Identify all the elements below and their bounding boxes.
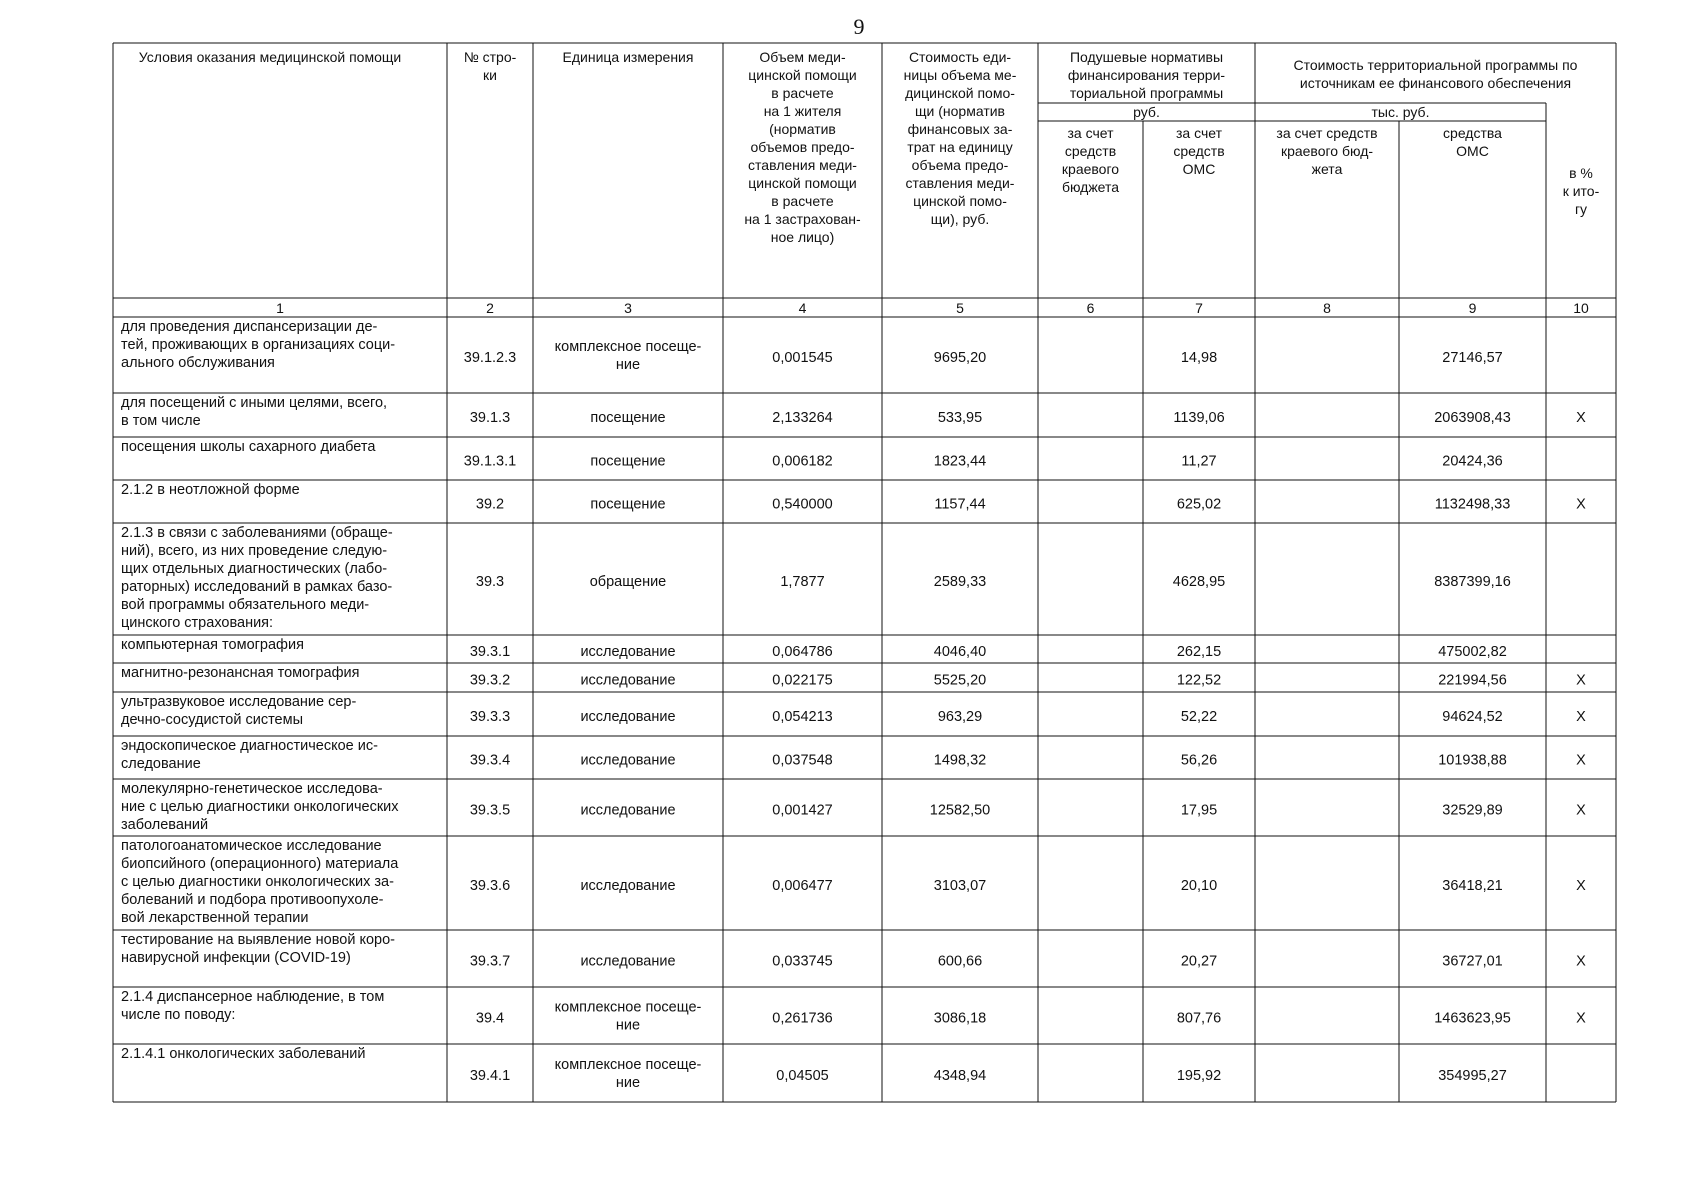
header-row-number: № стро-ки <box>463 49 517 83</box>
row-cost-oms: 27146,57 <box>1442 350 1503 366</box>
row-volume: 2,133264 <box>772 410 833 426</box>
row-no: 39.3 <box>475 574 505 590</box>
row-cost: 2589,33 <box>933 574 987 590</box>
row-pc-oms: 195,92 <box>1176 1068 1222 1084</box>
row-cost-oms: 32529,89 <box>1442 802 1503 819</box>
row-volume: 0,022175 <box>772 672 833 689</box>
row-volume: 0,006182 <box>772 453 833 470</box>
row-label: ультразвуковое исследование сер-дечно-сосудистой системы <box>121 694 357 728</box>
row-volume: 0,037548 <box>772 752 833 769</box>
row-cost: 533,95 <box>937 410 983 426</box>
row-pct: X <box>1576 752 1586 769</box>
row-pc-oms: 4628,95 <box>1172 574 1226 590</box>
column-number: 3 <box>624 300 632 316</box>
row-volume: 1,7877 <box>780 574 825 590</box>
row-unit: комплексное посеще-ние <box>554 999 702 1034</box>
row-pct: X <box>1576 410 1586 426</box>
row-cost: 3103,07 <box>933 878 987 894</box>
row-pc-oms: 14,98 <box>1180 350 1218 366</box>
row-unit: исследование <box>580 752 676 769</box>
row-no: 39.1.3.1 <box>463 453 517 470</box>
row-cost-oms: 36727,01 <box>1442 953 1503 970</box>
row-label: 2.1.3 в связи с заболеваниями (обраще-ний), всего, из них проведение следую-щих отдельных диагностических (лабо-раторных) исследований в рамках базо-вой программы обязательного меди-цинского страхования: <box>121 525 393 631</box>
row-cost-oms: 20424,36 <box>1442 453 1503 470</box>
row-label: посещения школы сахарного диабета <box>121 439 376 455</box>
row-pc-oms: 807,76 <box>1176 1010 1222 1027</box>
row-no: 39.2 <box>475 496 505 513</box>
header-unit-cost: Стоимость еди-ницы объема ме-дицинской помо-щи (норматив финансовых за-трат на единицу объема предо-ставления меди-цинской помо-щи), руб. <box>903 49 1017 227</box>
row-pc-oms: 122,52 <box>1176 672 1222 689</box>
row-pc-oms: 52,22 <box>1180 709 1218 725</box>
row-cost-oms: 354995,27 <box>1438 1068 1507 1084</box>
row-pc-oms: 17,95 <box>1180 802 1218 819</box>
row-no: 39.3.7 <box>469 953 511 970</box>
row-cost: 4348,94 <box>933 1068 987 1084</box>
row-cost-oms: 221994,56 <box>1438 672 1507 689</box>
row-pc-oms: 1139,06 <box>1173 410 1225 426</box>
column-number: 2 <box>486 300 494 316</box>
row-pct: X <box>1576 709 1586 725</box>
row-cost: 12582,50 <box>929 802 991 819</box>
row-cost: 4046,40 <box>933 644 987 660</box>
row-unit: посещение <box>590 453 666 470</box>
header-unit: Единица измерения <box>562 49 694 65</box>
header-volume: Объем меди-цинской помощи в расчете на 1 жителя (норматив объемов предо-ставления меди-цинской помощи в расчете на 1 застрахован-ное лицо) <box>744 49 861 245</box>
row-pc-oms: 11,27 <box>1181 453 1217 470</box>
row-cost-oms: 36418,21 <box>1442 878 1503 894</box>
row-no: 39.3.1 <box>469 644 511 660</box>
column-number: 7 <box>1195 300 1203 316</box>
row-unit: исследование <box>580 953 676 970</box>
row-cost: 1823,44 <box>933 453 987 470</box>
row-cost: 963,29 <box>937 709 983 725</box>
row-pct: X <box>1576 672 1586 689</box>
row-label: для проведения диспансеризации де-тей, проживающих в организациях соци-ального обслуживания <box>121 319 396 371</box>
column-number: 8 <box>1323 300 1331 316</box>
header-percent: в % к ито-гу <box>1562 165 1600 217</box>
column-number: 4 <box>798 300 807 316</box>
row-no: 39.4 <box>475 1010 505 1027</box>
row-label: магнитно-резонансная томография <box>121 665 360 681</box>
row-cost-oms: 101938,88 <box>1438 752 1507 769</box>
row-no: 39.1.2.3 <box>463 350 517 366</box>
page-number: 9 <box>853 14 865 39</box>
row-volume: 0,006477 <box>772 878 833 894</box>
row-pc-oms: 20,10 <box>1180 878 1218 894</box>
row-cost-oms: 94624,52 <box>1442 709 1503 725</box>
row-cost: 1498,32 <box>933 752 987 769</box>
header-per-capita: Подушевые нормативы финансирования терри-ториальной программы <box>1067 49 1226 101</box>
header-per-capita-oms: за счет средств ОМС <box>1173 125 1225 177</box>
row-label: тестирование на выявление новой коро-навирусной инфекции (COVID-19) <box>121 932 395 966</box>
row-unit: исследование <box>580 644 676 660</box>
row-cost-oms: 2063908,43 <box>1434 410 1511 426</box>
row-unit: исследование <box>580 802 676 819</box>
header-program-cost: Стоимость территориальной программы по источникам ее финансового обеспечения <box>1293 57 1578 91</box>
row-cost: 9695,20 <box>933 350 987 366</box>
row-label: эндоскопическое диагностическое ис-следование <box>121 738 378 772</box>
row-label: для посещений с иными целями, всего, в том числе <box>121 395 388 429</box>
row-no: 39.4.1 <box>469 1068 511 1084</box>
row-label: 2.1.4 диспансерное наблюдение, в том числе по поводу: <box>121 989 385 1023</box>
row-pc-oms: 56,26 <box>1180 752 1218 769</box>
header-conditions: Условия оказания медицинской помощи <box>138 49 402 65</box>
header-per-capita-budget: за счет средств краевого бюджета <box>1061 125 1120 195</box>
row-pct: X <box>1576 802 1586 819</box>
row-cost: 600,66 <box>937 953 983 970</box>
row-label: компьютерная томография <box>121 637 304 653</box>
column-number: 10 <box>1573 300 1589 316</box>
row-no: 39.1.3 <box>469 410 511 426</box>
row-cost: 5525,20 <box>933 672 987 689</box>
row-pc-oms: 625,02 <box>1176 496 1222 513</box>
row-volume: 0,04505 <box>776 1068 829 1084</box>
column-number: 9 <box>1468 300 1477 316</box>
row-no: 39.3.2 <box>469 672 511 689</box>
row-pct: X <box>1576 1010 1586 1027</box>
column-number: 6 <box>1086 300 1095 316</box>
row-volume: 0,064786 <box>772 644 833 660</box>
row-cost-oms: 475002,82 <box>1438 644 1507 660</box>
row-no: 39.3.4 <box>469 752 511 769</box>
header-rub: руб. <box>1133 104 1160 120</box>
row-label: молекулярно-генетическое исследова-ние с целью диагностики онкологических заболеваний <box>121 781 399 833</box>
row-label: патологоанатомическое исследование биопсийного (операционного) материала с целью диагностики онкологических за-болеваний и подбора противоопухоле-вой лекарственной терапии <box>121 838 399 926</box>
row-label: 2.1.4.1 онкологических заболеваний <box>121 1046 366 1062</box>
row-unit: комплексное посеще-ние <box>554 1057 702 1091</box>
row-cost-oms: 1463623,95 <box>1434 1010 1511 1027</box>
column-number: 5 <box>956 300 964 316</box>
header-thousand-rub: тыс. руб. <box>1371 104 1430 120</box>
row-unit: посещение <box>590 496 666 513</box>
column-number: 1 <box>276 300 284 316</box>
header-cost-oms: средства ОМС <box>1443 125 1502 159</box>
row-volume: 0,540000 <box>772 496 833 513</box>
row-no: 39.3.3 <box>469 709 511 725</box>
row-unit: исследование <box>580 878 676 894</box>
header-cost-budget: за счет средств краевого бюд-жета <box>1276 125 1378 177</box>
row-no: 39.3.5 <box>469 802 511 819</box>
row-volume: 0,033745 <box>772 953 833 970</box>
row-unit: посещение <box>590 410 666 426</box>
row-volume: 0,261736 <box>772 1010 833 1027</box>
row-pc-oms: 262,15 <box>1176 644 1222 660</box>
row-cost: 3086,18 <box>933 1010 987 1027</box>
row-cost-oms: 1132498,33 <box>1434 496 1511 513</box>
row-volume: 0,054213 <box>772 709 833 725</box>
row-cost: 1157,44 <box>934 496 986 513</box>
row-no: 39.3.6 <box>469 878 511 894</box>
row-pct: X <box>1576 953 1586 970</box>
row-cost-oms: 8387399,16 <box>1434 574 1511 590</box>
row-volume: 0,001545 <box>772 350 833 366</box>
row-unit: комплексное посеще-ние <box>554 339 702 373</box>
row-label: 2.1.2 в неотложной форме <box>121 482 300 498</box>
row-pct: X <box>1576 496 1586 513</box>
row-unit: исследование <box>580 672 676 689</box>
row-unit: обращение <box>589 574 667 590</box>
row-unit: исследование <box>580 709 676 725</box>
row-pc-oms: 20,27 <box>1180 953 1218 970</box>
row-volume: 0,001427 <box>772 802 833 819</box>
row-pct: X <box>1576 878 1586 894</box>
